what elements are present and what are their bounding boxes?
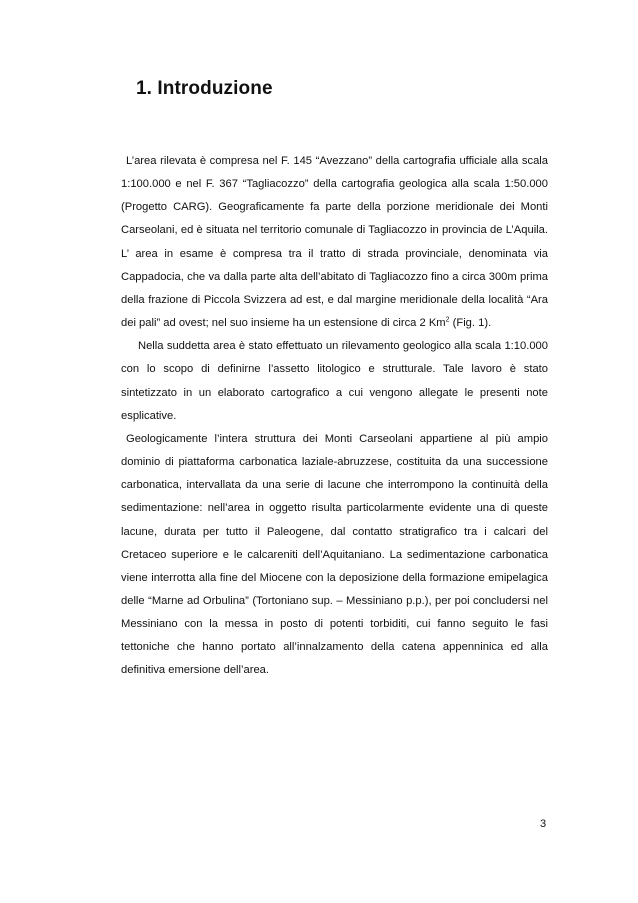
section-heading: 1. Introduzione — [136, 78, 273, 99]
superscript-2: 2 — [445, 316, 450, 324]
paragraph-3: Geologicamente l’intera struttura dei Monti Carseolani appartiene al più ampio dominio di piattaforma carbonatica laziale-abruzzese, costituita da una successione carbonatica, intervallata da una serie di lacune che interrompono la continuità della sedimentazione: nell’area in oggetto risulta particolarmente evidente una di queste lacune, durata per tutto il Paleogene, dal contatto stratigrafico tra i calcari del Cretaceo superiore e le calcareniti dell’Aquitaniano. La sedimentazione carbonatica viene interrotta alla fine del Miocene con la deposizione della formazione emipelagica delle “Marne ad Orbulina” (Tortoniano sup. – Messiniano p.p.), per poi concludersi nel Messiniano con la messa in posto di potenti torbiditi, cui fanno seguito le fasi tettoniche che hanno portato all’innalzamento della catena appenninica ed alla definitiva emersione dell’area. — [121, 432, 548, 677]
paragraph-1-text: L’area rilevata è compresa nel F. 145 “Avezzano” della cartografia ufficiale alla scala 1:100.000 e nel F. 367 “Tagliacozzo” della cartografia geologica alla scala 1:50.000 (Progetto CARG). Geograficamente fa parte della porzione meridionale dei Monti Carseolani, ed è situata nel territorio comunale di Tagliacozzo in provincia de L’Aquila. L’ area in esame è compresa tra il tratto di strada provinciale, denominata via Cappadocia, che va dalla parte alta dell’abitato di Tagliacozzo fino a circa 300m prima della frazione di Piccola Svizzera ad est, e dal margine meridionale della località “Ara dei pali” ad ovest; nel suo insieme ha un estensione di circa 2 Km — [121, 155, 548, 330]
paragraph-1 — [121, 150, 548, 335]
page-number: 3 — [540, 818, 547, 830]
body-text — [121, 150, 548, 683]
paragraph-2: Nella suddetta area è stato effettuato un rilevamento geologico alla scala 1:10.000 con lo scopo di definirne l’assetto litologico e strutturale. Tale lavoro è stato sintetizzato in un elaborato cartografico a cui vengono allegate le presenti note esplicative. — [121, 340, 548, 422]
paragraph-1-tail: (Fig. 1). — [449, 317, 492, 330]
